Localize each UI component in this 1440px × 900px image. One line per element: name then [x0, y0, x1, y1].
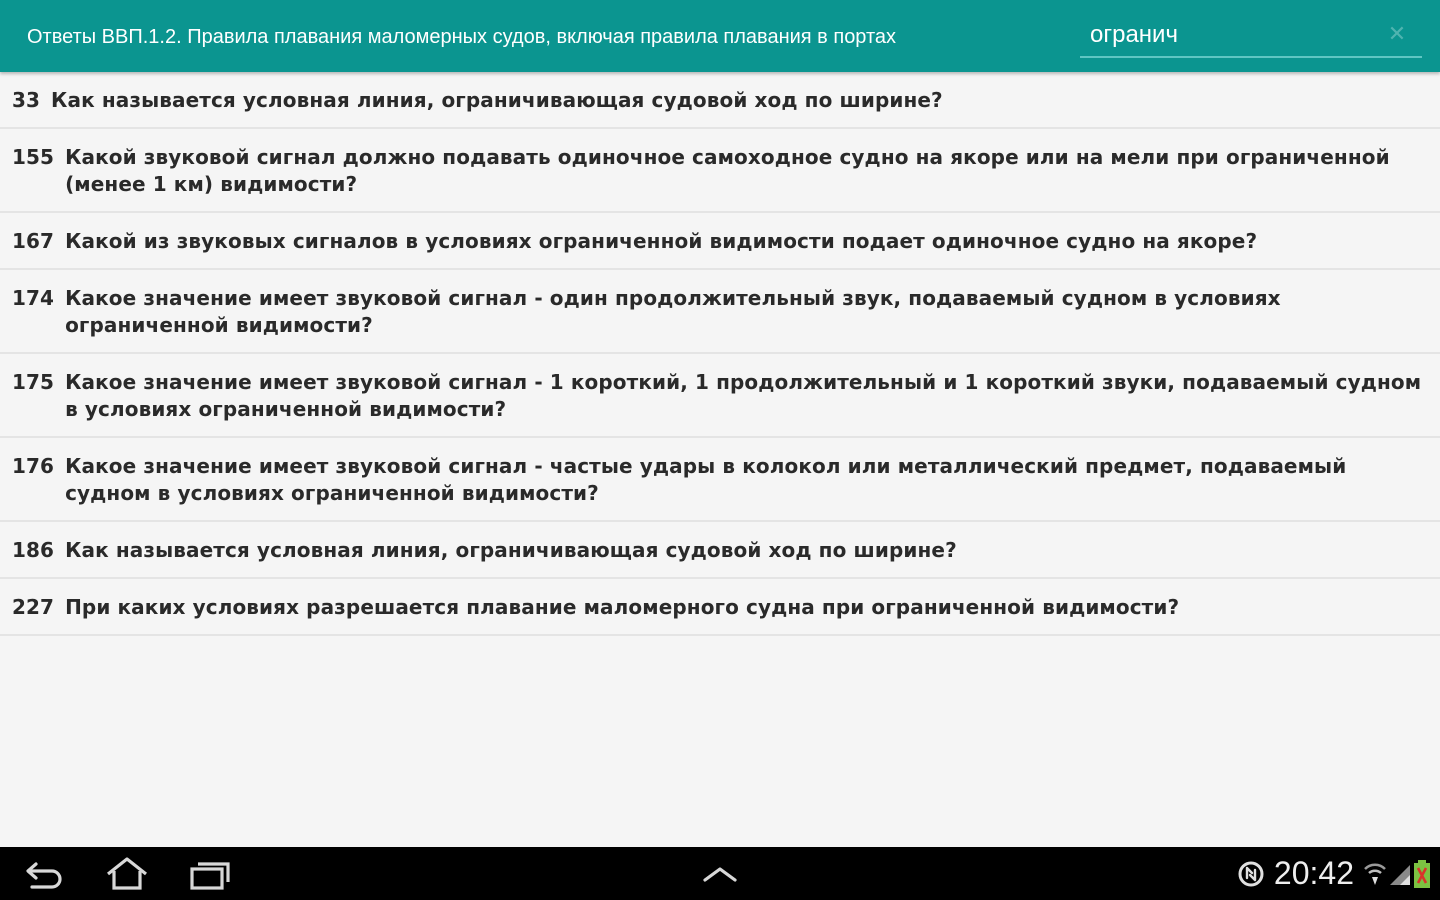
signal-icon: [1388, 859, 1412, 889]
results-list: [0, 72, 1440, 636]
search-box: [1080, 12, 1422, 58]
list-item[interactable]: [0, 438, 1440, 522]
question-number: 227: [12, 595, 55, 619]
question-number: 176: [12, 454, 55, 478]
question-number: 174: [12, 286, 55, 310]
list-item[interactable]: [0, 579, 1440, 636]
question-text: При каких условиях разрешается плавание маломерного судна при ограниченной видимости?: [65, 595, 1180, 619]
action-bar: [0, 0, 1440, 72]
question-text: Какое значение имеет звуковой сигнал - 1 короткий, 1 продолжительный и 1 короткий звуки, подаваемый судном в условиях ограниченной видимости?: [65, 370, 1422, 421]
question-text: Какое значение имеет звуковой сигнал - частые удары в колокол или металлический предмет, подаваемый судном в условиях ограниченной видимости?: [65, 454, 1347, 505]
question-text: Как называется условная линия, ограничивающая судовой ход по ширине?: [65, 538, 957, 562]
status-clock: 20:42: [1273, 855, 1354, 891]
question-number: 175: [12, 370, 55, 394]
action-bar-title: Ответы ВВП.1.2. Правила плавания маломерных судов, включая правила плавания в портах: [27, 26, 897, 48]
list-item[interactable]: [0, 129, 1440, 213]
question-text: Какой из звуковых сигналов в условиях ограниченной видимости подает одиночное судно на якоре?: [65, 229, 1258, 253]
question-text: Как называется условная линия, ограничивающая судовой ход по ширине?: [51, 88, 943, 112]
list-item[interactable]: [0, 72, 1440, 129]
status-area: [1236, 847, 1432, 900]
battery-icon: [1412, 858, 1432, 890]
question-number: 33: [12, 88, 41, 112]
sync-icon: [1236, 859, 1266, 889]
list-item[interactable]: [0, 522, 1440, 579]
list-item[interactable]: [0, 213, 1440, 270]
recent-apps-icon[interactable]: [188, 855, 234, 893]
question-text: Какой звуковой сигнал должно подавать одиночное самоходное судно на якоре или на мели при ограниченной (менее 1 км) видимости?: [65, 145, 1390, 196]
list-item[interactable]: [0, 270, 1440, 354]
wifi-icon: [1362, 859, 1388, 889]
question-text: Какое значение имеет звуковой сигнал - один продолжительный звук, подаваемый судном в условиях ограниченной видимости?: [65, 286, 1281, 337]
search-input[interactable]: [1090, 16, 1380, 54]
list-item[interactable]: [0, 354, 1440, 438]
navigation-bar: [0, 847, 1440, 900]
question-number: 155: [12, 145, 55, 169]
close-icon[interactable]: ✕: [1387, 22, 1407, 47]
question-number: 167: [12, 229, 55, 253]
back-icon[interactable]: [24, 855, 66, 893]
chevron-up-icon[interactable]: [700, 855, 740, 893]
home-icon[interactable]: [104, 855, 150, 893]
question-number: 186: [12, 538, 55, 562]
